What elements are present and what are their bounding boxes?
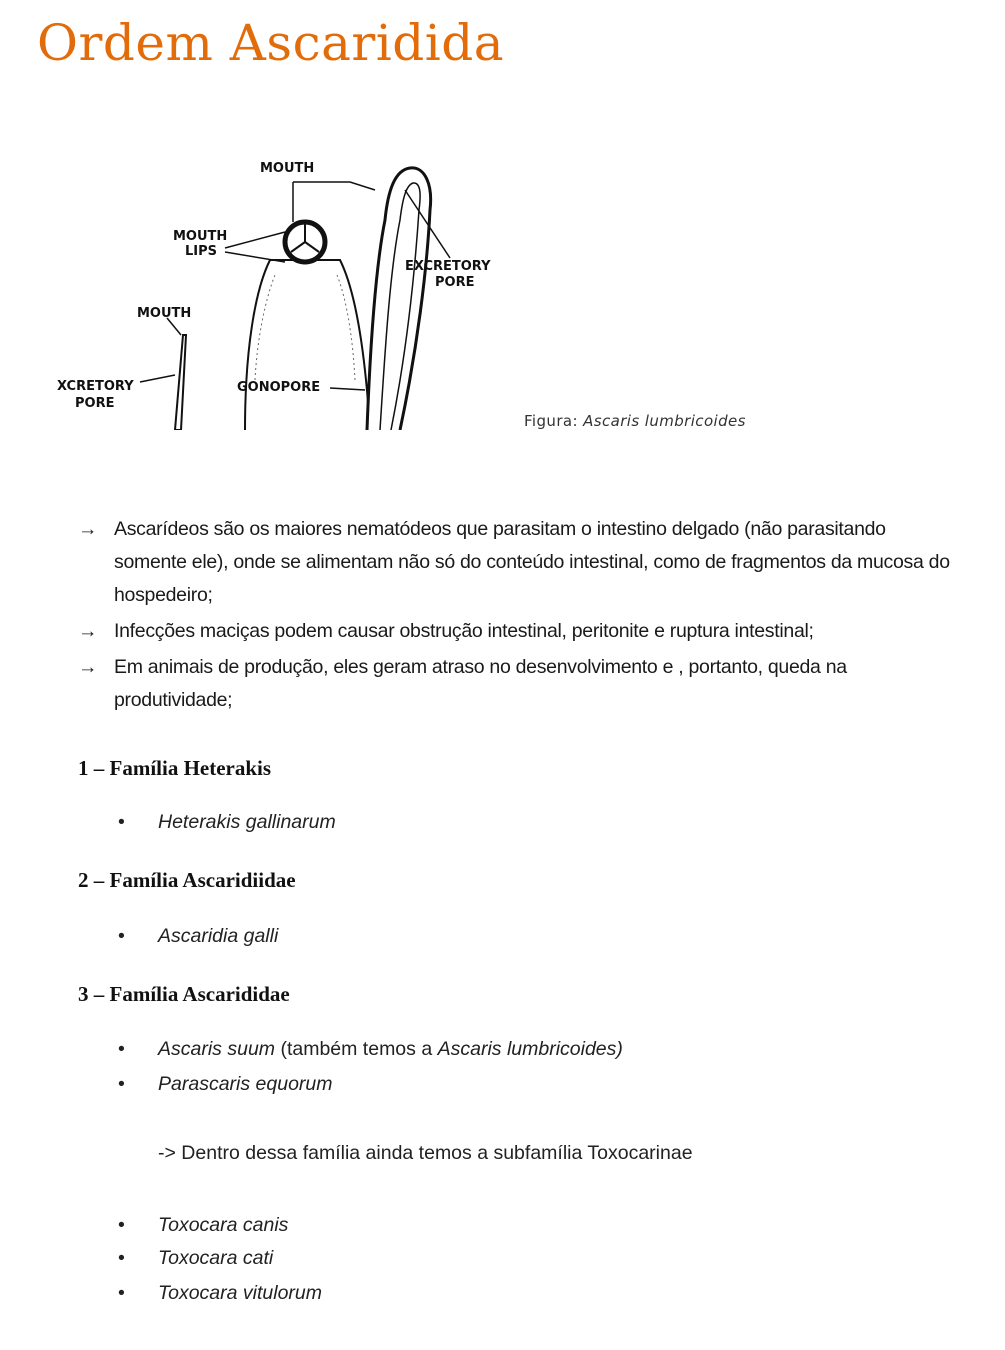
key-point-item (78, 513, 958, 612)
bullet-icon: • (118, 925, 125, 947)
label-excretory-pore-left-line2: PORE (75, 396, 115, 411)
arrow-right-icon: → (78, 620, 98, 642)
species-name: Parascaris equorum (158, 1073, 333, 1095)
label-excretory-pore-right-line2: PORE (435, 275, 475, 290)
key-point-text: Infecções maciças podem causar obstrução intestinal, peritonite e ruptura intestinal; (114, 620, 814, 642)
key-point-item (78, 651, 958, 717)
ascaris-diagram-figure (55, 150, 505, 430)
page-title: Ordem Ascaridida (37, 14, 505, 72)
caption-species: Ascaris lumbricoides (583, 412, 746, 430)
key-point-text: Em animais de produção, eles geram atraso no desenvolvimento e , portanto, queda na produtividade; (114, 656, 847, 711)
family-heading-ascarididae: 3 – Família Ascarididae (78, 982, 290, 1006)
label-mouth-lips-line2: LIPS (185, 244, 218, 259)
species-italic: Ascaris suum (158, 1038, 276, 1060)
species-name: Ascaridia galli (158, 925, 279, 947)
arrow-right-icon: → (78, 656, 98, 678)
family-heading-ascaridiidae: 2 – Família Ascaridiidae (78, 868, 296, 892)
bullet-icon: • (118, 1214, 125, 1236)
caption-prefix: Figura: (524, 412, 578, 430)
species-note-end: ) (616, 1038, 623, 1060)
label-excretory-pore-left-line1: XCRETORY (57, 379, 134, 394)
figure-caption (524, 412, 746, 430)
bullet-icon: • (118, 1073, 125, 1095)
species-name: Heterakis gallinarum (158, 811, 336, 833)
arrow-right-icon: → (78, 518, 98, 540)
key-points-list (78, 513, 958, 720)
species-name: Toxocara canis (158, 1214, 289, 1236)
species-name: Toxocara cati (158, 1247, 274, 1269)
species-name (158, 1038, 623, 1061)
family-heading-heterakis: 1 – Família Heterakis (78, 756, 272, 780)
bullet-icon: • (118, 1282, 125, 1304)
species-italic-2: Ascaris lumbricoides (437, 1038, 617, 1060)
bullet-icon: • (118, 811, 125, 833)
bullet-icon: • (118, 1038, 125, 1060)
label-mouth-lips-line1: MOUTH (173, 229, 228, 244)
key-point-item (78, 615, 958, 648)
key-point-text: Ascarídeos são os maiores nematódeos que parasitam o intestino delgado (não parasitando somente ele), onde se alimentam não só do conteúdo intestinal, como de fragmentos da mucosa do hospedeiro; (114, 518, 950, 606)
species-note: (também temos a (275, 1038, 438, 1060)
label-mouth-top: MOUTH (260, 161, 315, 176)
label-mouth-left: MOUTH (137, 306, 192, 321)
nematode-anatomy-illustration (55, 150, 505, 430)
species-name: Toxocara vitulorum (158, 1282, 323, 1304)
label-gonopore: GONOPORE (237, 380, 321, 395)
bullet-icon: • (118, 1247, 125, 1269)
subfamily-note: -> Dentro dessa família ainda temos a subfamília Toxocarinae (158, 1142, 693, 1164)
label-excretory-pore-right-line1: EXCRETORY (405, 259, 491, 274)
